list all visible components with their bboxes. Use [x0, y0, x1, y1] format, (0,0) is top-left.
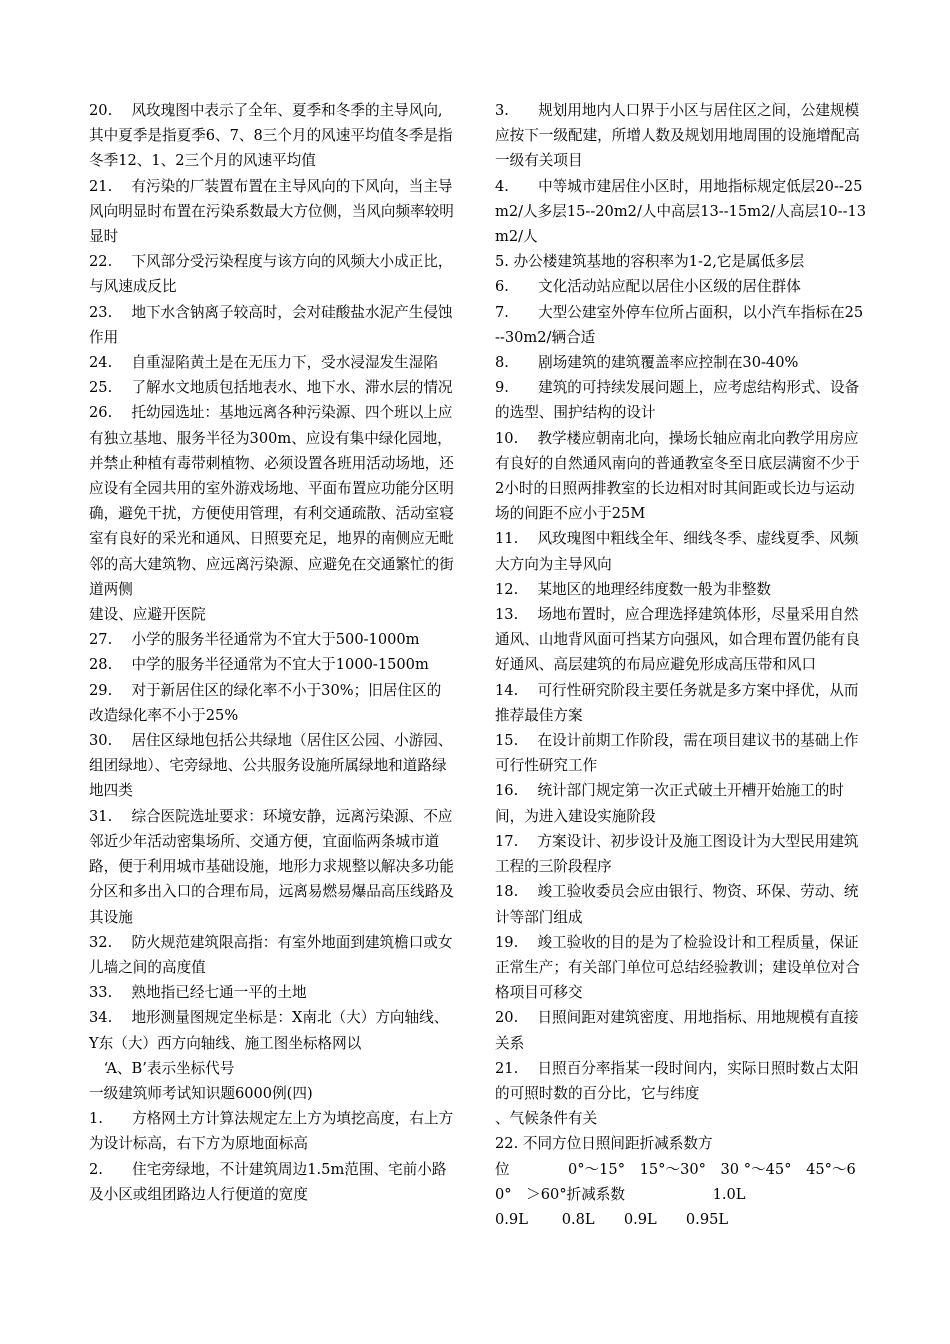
- paragraph: 22. 下风部分受污染程度与该方向的风频大小成正比，与风速成反比: [89, 253, 453, 296]
- paragraph: 13. 场地布置时，应合理选择建筑体形，尽量采用自然通风、山地背风面可挡某方向强风，如合理布置仍能有良好通风、高层建筑的布局应避免形成高压带和风口: [495, 606, 860, 674]
- paragraph: 18. 竣工验收委员会应由银行、物资、环保、劳动、统计等部门组成: [495, 883, 859, 926]
- paragraph: 20. 风玫瑰图中表示了全年、夏季和冬季的主导风向,其中夏季是指夏季6、7、8三个月的风速平均值冬季是指冬季12、1、2三个月的风速平均值: [89, 102, 453, 170]
- paragraph: 14. 可行性研究阶段主要任务就是多方案中择优，从而推荐最佳方案: [495, 681, 859, 724]
- paragraph: 23. 地下水含钠离子较高时，会对硅酸盐水泥产生侵蚀作用: [89, 303, 453, 346]
- paragraph: 21. 日照百分率指某一段时间内，实际日照时数占太阳的可照时数的百分比，它与纬度: [495, 1059, 859, 1102]
- paragraph: 34. 地形测量图规定坐标是：X南北（大）方向轴线、Y东（大）西方向轴线、施工图坐标格网以: [89, 1009, 449, 1052]
- paragraph: 6. 文化活动站应配以居住小区级的居住群体: [495, 278, 801, 296]
- right-column: [495, 98, 867, 1232]
- paragraph: 31. 综合医院选址要求：环境安静，远离污染源、不应邻近少年活动密集场所、交通方便，宜面临两条城市道路，便于利用城市基础设施，地形力求规整以解决多功能分区和多出入口的合理布局，远离易燃易爆品高压线路及其设施: [89, 807, 454, 926]
- paragraph: 4. 中等城市建居住小区时，用地指标规定低层20--25m2/人多层15--20m2/人中高层13--15m2/人高层10--13m2/人: [495, 177, 867, 246]
- paragraph: ‘A、B’表示坐标代号: [89, 1059, 235, 1077]
- section-heading: 一级建筑师考试知识题6000例(四): [89, 1084, 313, 1102]
- left-column: [89, 98, 455, 1207]
- paragraph: 21. 有污染的厂装置布置在主导风向的下风向，当主导风向明显时布置在污染系数最大方位侧，当风向频率较明显时: [89, 177, 454, 246]
- table-text-row: 0.9L 0.8L 0.9L 0.95L: [495, 1210, 729, 1228]
- paragraph: 19. 竣工验收的目的是为了检验设计和工程质量，保证正常生产；有关部门单位可总结经验教训；建设单位对合格项目可移交: [495, 933, 860, 1002]
- paragraph: 29. 对于新居住区的绿化率不小于30%；旧居住区的改造绿化率不小于25%: [89, 681, 442, 724]
- paragraph: 8. 剧场建筑的建筑覆盖率应控制在30-40%: [495, 354, 799, 372]
- paragraph: 28. 中学的服务半径通常为不宜大于1000-1500m: [89, 656, 429, 674]
- paragraph: 33. 熟地指已经七通一平的土地: [89, 984, 307, 1002]
- paragraph: 30. 居住区绿地包括公共绿地（居住区公园、小游园、组团绿地）、宅旁绿地、公共服务设施所属绿地和道路绿地四类: [89, 732, 453, 800]
- paragraph: 22. 不同方位日照间距折减系数方: [495, 1135, 713, 1153]
- paragraph: 7. 大型公建室外停车位所占面积，以小汽车指标在25--30m2/辆合适: [495, 303, 864, 346]
- paragraph: 16. 统计部门规定第一次正式破土开槽开始施工的时间，为进入建设实施阶段: [495, 782, 844, 825]
- paragraph: 2. 住宅旁绿地，不计建筑周边1.5m范围、宅前小路及小区或组团路边人行便道的宽度: [89, 1160, 447, 1203]
- paragraph: 9. 建筑的可持续发展问题上，应考虑结构形式、设备的选型、围护结构的设计: [495, 379, 860, 422]
- paragraph: 、气候条件有关: [495, 1110, 598, 1128]
- paragraph: 3. 规划用地内人口界于小区与居住区之间，公建规模应按下一级配建，所增人数及规划用地周围的设施增配高一级有关项目: [495, 102, 860, 170]
- paragraph: 10. 教学楼应朝南北向，操场长轴应南北向教学用房应有良好的自然通风南向的普通教室冬至日底层满窗不少于2小时的日照两排教室的长边相对时其间距或长边与运动场的间距不应小于25M: [495, 429, 860, 523]
- table-text-row: 位 0°～15° 15°～30° 30 °～45° 45°～60° ＞60°折减系数 1.0L: [495, 1160, 856, 1203]
- paragraph: 27. 小学的服务半径通常为不宜大于500-1000m: [89, 631, 420, 649]
- paragraph: 20. 日照间距对建筑密度、用地指标、用地规模有直接关系: [495, 1009, 859, 1052]
- paragraph: 26. 托幼园选址：基地远离各种污染源、四个班以上应有独立基地、服务半径为300m、应设有集中绿化园地，并禁止种植有毒带刺植物、必须设置各班用活动场地，还应设有全园共用的室外游戏场地、平面布置应功能分区明确，避免干扰，方便使用管理，有利交通疏散、活动室寝室有良好的采光和通风、日照要充足，地界的南侧应无毗邻的高大建筑物、应远离污染源、应避免在交通繁忙的街道两侧: [89, 404, 454, 598]
- paragraph: 5. 办公楼建筑基地的容积率为1-2,它是属低多层: [495, 253, 805, 271]
- paragraph: 24. 自重湿陷黄土是在无压力下，受水浸湿发生湿陷: [89, 354, 438, 372]
- paragraph: 建设、应避开医院: [89, 606, 206, 624]
- paragraph: 1. 方格网土方计算法规定左上方为填挖高度，右上方为设计标高，右下方为原地面标高: [89, 1110, 454, 1153]
- paragraph: 11. 风玫瑰图中粗线全年、细线冬季、虚线夏季、风频大方向为主导风向: [495, 530, 859, 573]
- paragraph: 17. 方案设计、初步设计及施工图设计为大型民用建筑工程的三阶段程序: [495, 832, 859, 876]
- paragraph: 15. 在设计前期工作阶段，需在项目建议书的基础上作可行性研究工作: [495, 732, 859, 775]
- paragraph: 25. 了解水文地质包括地表水、地下水、滞水层的情况: [89, 379, 453, 397]
- paragraph: 32. 防火规范建筑限高指：有室外地面到建筑檐口或女儿墙之间的高度值: [89, 933, 453, 976]
- paragraph: 12. 某地区的地理经纬度数一般为非整数: [495, 580, 771, 598]
